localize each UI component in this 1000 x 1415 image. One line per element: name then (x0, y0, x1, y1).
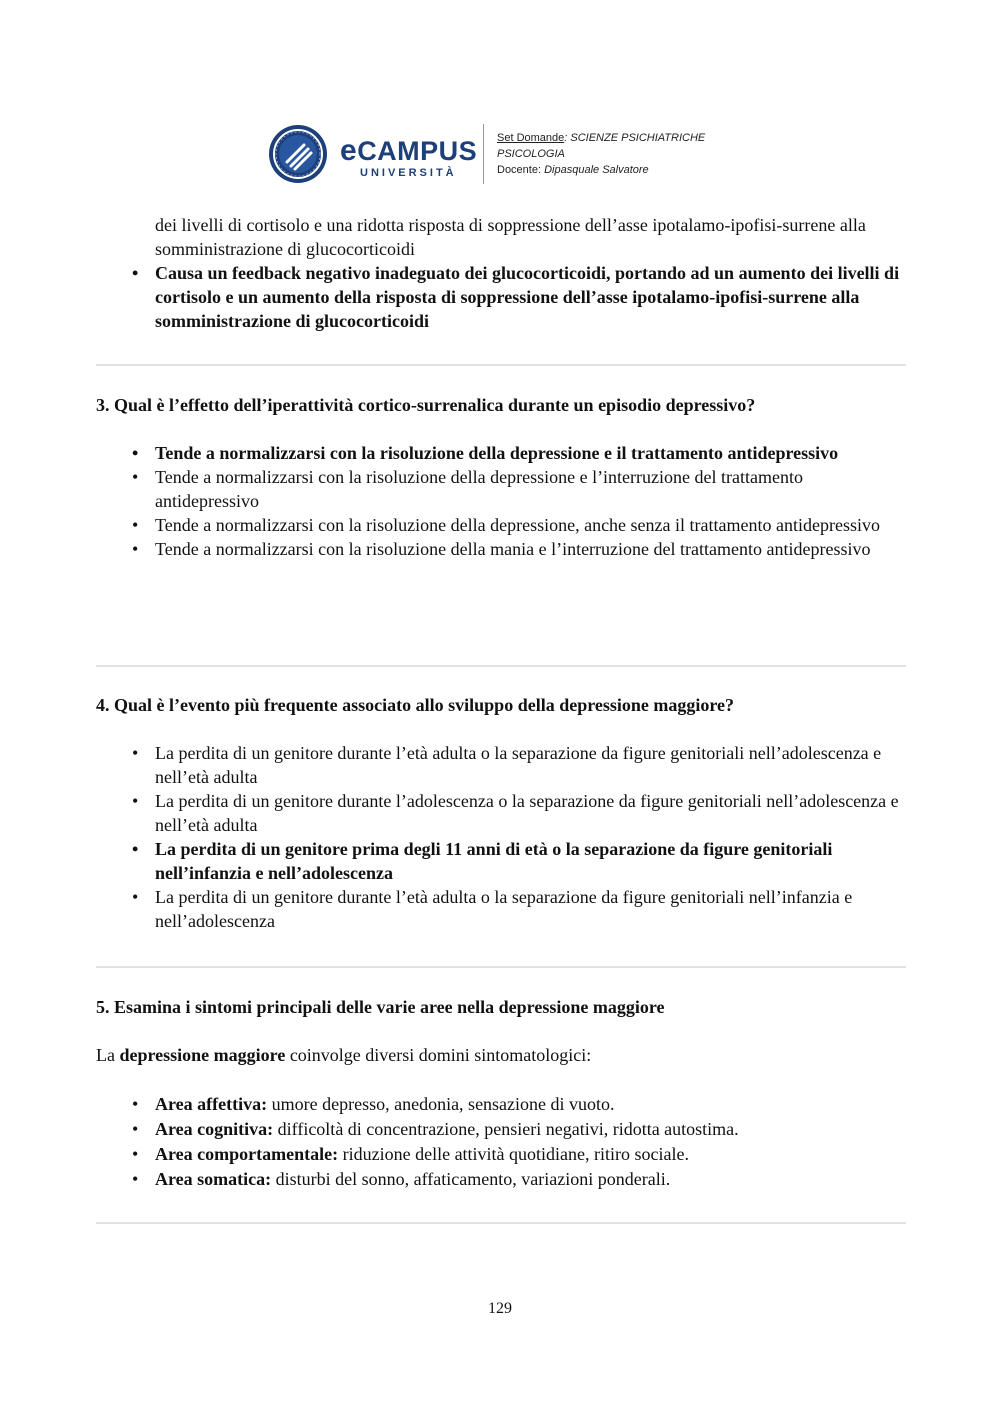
set-label: Set Domande (497, 132, 565, 144)
ecampus-seal-logo (268, 124, 328, 184)
question-intro: La depressione maggiore coinvolge diversi domini sintomatologici: (96, 1045, 592, 1065)
section-divider (96, 1222, 906, 1224)
header-divider (483, 124, 484, 184)
ecampus-subtitle: UNIVERSITÀ (360, 167, 457, 179)
question-title: 3. Qual è l’effetto dell’iperattività cortico-surrenalica durante un episodio depressivo? (96, 395, 756, 415)
answer-item-correct: • Causa un feedback negativo inadeguato dei glucocorticoidi, portando ad un aumento dei livelli di cortisolo e un aumento della risposta di soppressione dell’asse ipotalamo-ipofisi-surrene alla somministrazione di glucocorticoidi (132, 263, 900, 331)
docente-label: Docente: (497, 164, 545, 176)
set-value-line2: PSICOLOGIA (497, 148, 565, 160)
docente-name: Dipasquale Salvatore (544, 164, 649, 176)
answer-list (96, 741, 906, 933)
symptom-area-list (96, 1092, 906, 1192)
question-5 (96, 995, 906, 1192)
question-4 (96, 693, 906, 933)
section-divider (96, 364, 906, 366)
answer-item: • La perdita di un genitore durante l’età adulta o la separazione da figure genitoriali nell’infanzia e nell’adolescenza (132, 887, 853, 931)
set-value: : SCIENZE PSICHIATRICHE (564, 132, 706, 144)
section-divider (96, 665, 906, 667)
symptom-area-item: • Area somatica: disturbi del sonno, affaticamento, variazioni ponderali. (132, 1169, 671, 1189)
answer-item-correct: • La perdita di un genitore prima degli 11 anni di età o la separazione da figure genitoriali nell’infanzia e nell’adolescenza (132, 839, 833, 883)
answer-continuation: dei livelli di cortisolo e una ridotta risposta di soppressione dell’asse ipotalamo-ipofisi-surrene alla somministrazione di glucocorticoidi (155, 215, 866, 259)
section-divider (96, 966, 906, 968)
answer-list (96, 441, 906, 561)
answer-item: • La perdita di un genitore durante l’età adulta o la separazione da figure genitoriali nell’adolescenza e nell’età adulta (132, 743, 882, 787)
answer-item: • Tende a normalizzarsi con la risoluzione della depressione e l’interruzione del trattamento antidepressivo (132, 467, 803, 511)
course-info (497, 130, 705, 178)
answer-item: • Tende a normalizzarsi con la risoluzione della depressione, anche senza il trattamento antidepressivo (132, 515, 880, 535)
document-header (268, 120, 738, 192)
question-title: 4. Qual è l’evento più frequente associato allo sviluppo della depressione maggiore? (96, 695, 735, 715)
question-title: 5. Esamina i sintomi principali delle varie aree nella depressione maggiore (96, 997, 665, 1017)
question-3 (96, 393, 906, 561)
symptom-area-item: • Area comportamentale: riduzione delle attività quotidiane, ritiro sociale. (132, 1144, 689, 1164)
page-number: 129 (488, 1300, 512, 1317)
ecampus-wordmark: eCAMPUS (340, 134, 478, 167)
answer-item-correct: • Tende a normalizzarsi con la risoluzione della depressione e il trattamento antidepressivo (132, 443, 839, 463)
previous-question-continuation (96, 213, 906, 333)
symptom-area-item: • Area affettiva: umore depresso, anedonia, sensazione di vuoto. (132, 1094, 615, 1114)
answer-item: • Tende a normalizzarsi con la risoluzione della mania e l’interruzione del trattamento antidepressivo (132, 539, 871, 559)
symptom-area-item: • Area cognitiva: difficoltà di concentrazione, pensieri negativi, ridotta autostima. (132, 1119, 739, 1139)
answer-item: • La perdita di un genitore durante l’adolescenza o la separazione da figure genitoriali nell’adolescenza e nell’età adulta (132, 791, 899, 835)
